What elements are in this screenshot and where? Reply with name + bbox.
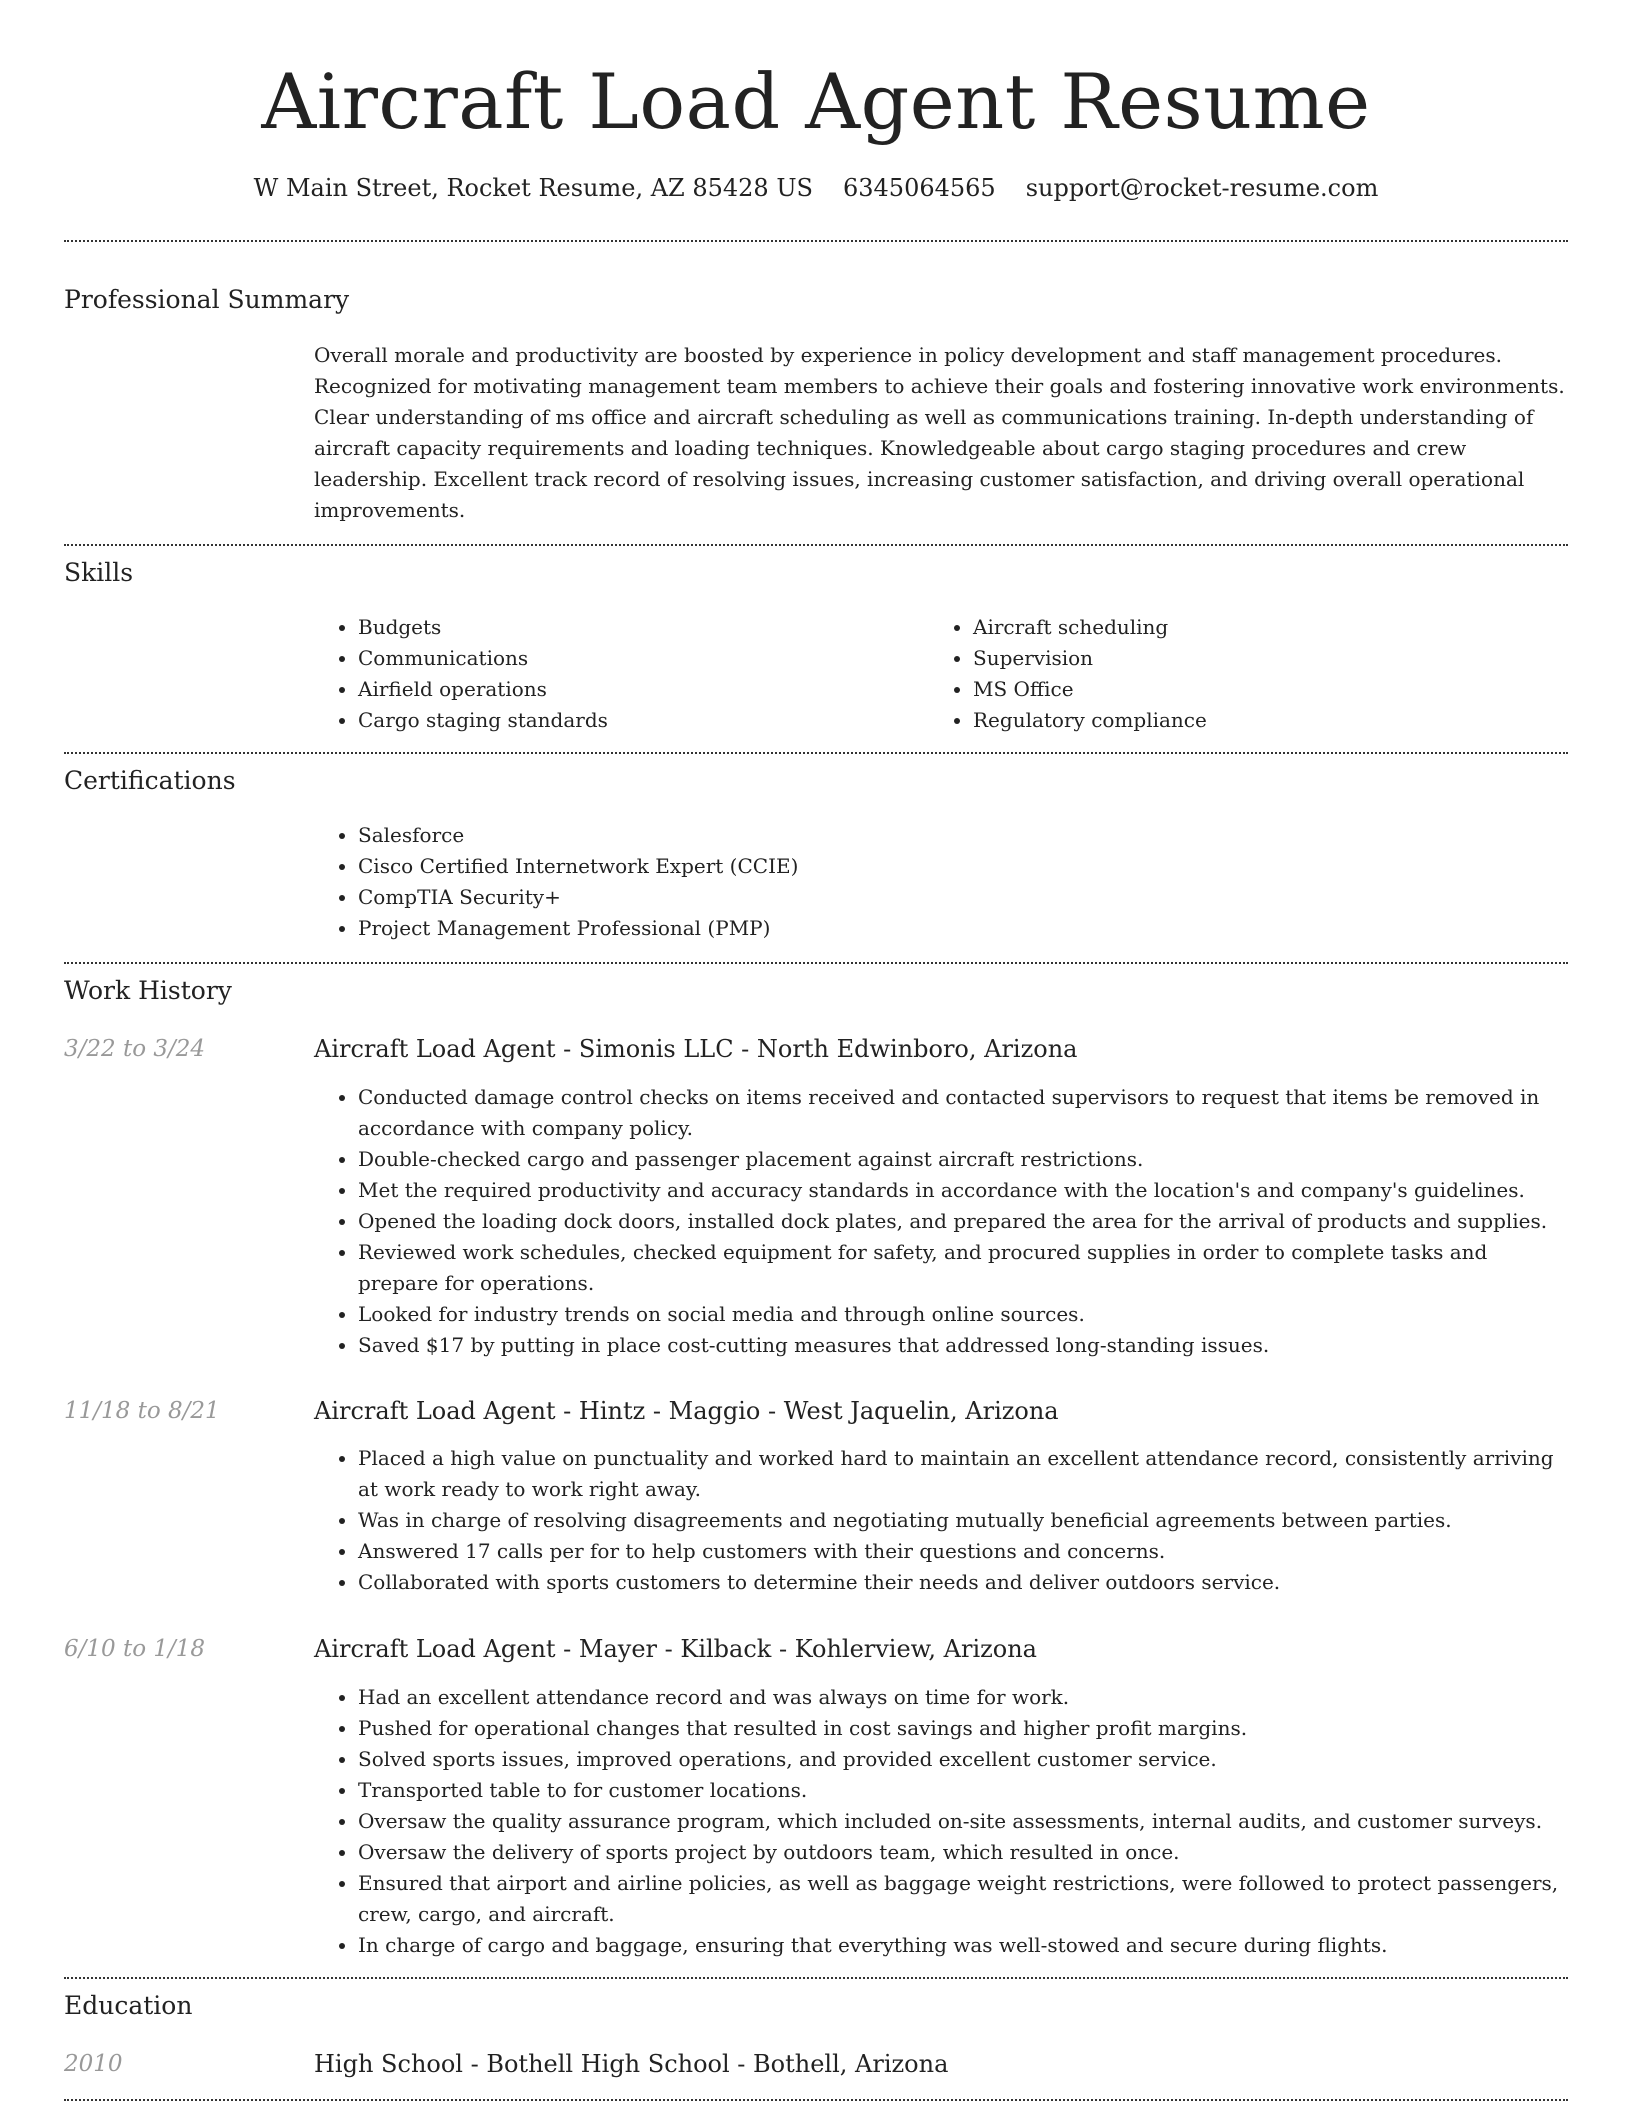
contact-address: W Main Street, Rocket Resume, AZ 85428 US xyxy=(253,174,813,202)
list-item: • Looked for industry trends on social media and through online sources. xyxy=(358,1299,1568,1330)
summary-heading: Professional Summary xyxy=(64,285,350,314)
list-item: • Had an excellent attendance record and was always on time for work. xyxy=(358,1682,1568,1713)
list-item: • Opened the loading dock doors, installed dock plates, and prepared the area for the arrival of products and supplies. xyxy=(358,1206,1568,1237)
list-item: • Was in charge of resolving disagreements and negotiating mutually beneficial agreements between parties. xyxy=(358,1505,1568,1536)
list-item: • Cisco Certified Internetwork Expert (CCIE) xyxy=(358,851,1558,882)
list-item: • Transported table to for customer locations. xyxy=(358,1775,1568,1806)
summary-text: Overall morale and productivity are boosted by experience in policy development and staff management procedures. Recognized for motivating management team members to achieve their goals and fostering innovative work environments. Clear understanding of ms office and aircraft scheduling as well as communications training. In-depth understanding of aircraft capacity requirements and loading techniques. Knowledgeable about cargo staging procedures and crew leadership. Excellent track record of resolving issues, increasing customer satisfaction, and driving overall operational improvements. xyxy=(314,343,1565,522)
job-bullets xyxy=(314,1082,1568,1361)
page-title: Aircraft Load Agent Resume xyxy=(261,57,1371,146)
list-item: • Double-checked cargo and passenger placement against aircraft restrictions. xyxy=(358,1144,1568,1175)
list-item: • Aircraft scheduling xyxy=(973,612,1573,643)
skills-list-left xyxy=(314,612,918,736)
education-heading: Education xyxy=(64,1991,193,2020)
divider xyxy=(64,544,1568,546)
job-title: Aircraft Load Agent - Simonis LLC - North Edwinboro, Arizona xyxy=(314,1035,1078,1063)
list-item: • Regulatory compliance xyxy=(973,705,1573,736)
list-item: • Met the required productivity and accuracy standards in accordance with the location's and company's guidelines. xyxy=(358,1175,1568,1206)
divider xyxy=(64,2099,1568,2101)
list-item: • Supervision xyxy=(973,643,1573,674)
job-title: Aircraft Load Agent - Hintz - Maggio - West Jaquelin, Arizona xyxy=(314,1397,1059,1425)
list-item: • Reviewed work schedules, checked equipment for safety, and procured supplies in order to complete tasks and prepare for operations. xyxy=(358,1237,1568,1299)
job-dates: 3/22 to 3/24 xyxy=(64,1036,206,1062)
list-item: • Communications xyxy=(358,643,918,674)
skills-list-right xyxy=(929,612,1573,736)
list-item: • Oversaw the quality assurance program, which included on-site assessments, internal audits, and customer surveys. xyxy=(358,1806,1568,1837)
list-item: • Placed a high value on punctuality and worked hard to maintain an excellent attendance record, consistently arriving at work ready to work right away. xyxy=(358,1443,1568,1505)
contact-phone: 6345064565 xyxy=(843,174,996,202)
education-year: 2010 xyxy=(64,2051,123,2077)
job-dates: 6/10 to 1/18 xyxy=(64,1636,206,1662)
job-title: Aircraft Load Agent - Mayer - Kilback - Kohlerview, Arizona xyxy=(314,1635,1037,1663)
list-item: • Oversaw the delivery of sports project by outdoors team, which resulted in once. xyxy=(358,1837,1568,1868)
list-item: • Saved $17 by putting in place cost-cutting measures that addressed long-standing issues. xyxy=(358,1330,1568,1361)
list-item: • Cargo staging standards xyxy=(358,705,918,736)
list-item: • MS Office xyxy=(973,674,1573,705)
contact-line xyxy=(0,170,1632,206)
divider xyxy=(64,752,1568,754)
job-dates: 11/18 to 8/21 xyxy=(64,1398,220,1424)
divider xyxy=(64,240,1568,242)
list-item: • Answered 17 calls per for to help customers with their questions and concerns. xyxy=(358,1536,1568,1567)
list-item: • Conducted damage control checks on items received and contacted supervisors to request that items be removed in accordance with company policy. xyxy=(358,1082,1568,1144)
list-item: • Pushed for operational changes that resulted in cost savings and higher profit margins. xyxy=(358,1713,1568,1744)
job-bullets xyxy=(314,1443,1568,1598)
skills-heading: Skills xyxy=(64,558,134,587)
certifications-heading: Certifications xyxy=(64,766,236,795)
list-item: • CompTIA Security+ xyxy=(358,882,1558,913)
list-item: • Airfield operations xyxy=(358,674,918,705)
list-item: • Budgets xyxy=(358,612,918,643)
list-item: • Collaborated with sports customers to determine their needs and deliver outdoors service. xyxy=(358,1567,1568,1598)
education-entry: High School - Bothell High School - Bothell, Arizona xyxy=(314,2050,949,2078)
list-item: • In charge of cargo and baggage, ensuring that everything was well-stowed and secure during flights. xyxy=(358,1930,1568,1961)
list-item: • Solved sports issues, improved operations, and provided excellent customer service. xyxy=(358,1744,1568,1775)
list-item: • Project Management Professional (PMP) xyxy=(358,913,1558,944)
contact-email[interactable]: support@rocket-resume.com xyxy=(1025,174,1379,202)
job-bullets xyxy=(314,1682,1568,1961)
divider xyxy=(64,1977,1568,1979)
divider xyxy=(64,962,1568,964)
work-history-heading: Work History xyxy=(64,976,232,1005)
list-item: • Salesforce xyxy=(358,820,1558,851)
certifications-list xyxy=(314,820,1558,944)
list-item: • Ensured that airport and airline policies, as well as baggage weight restrictions, were followed to protect passengers, crew, cargo, and aircraft. xyxy=(358,1868,1568,1930)
